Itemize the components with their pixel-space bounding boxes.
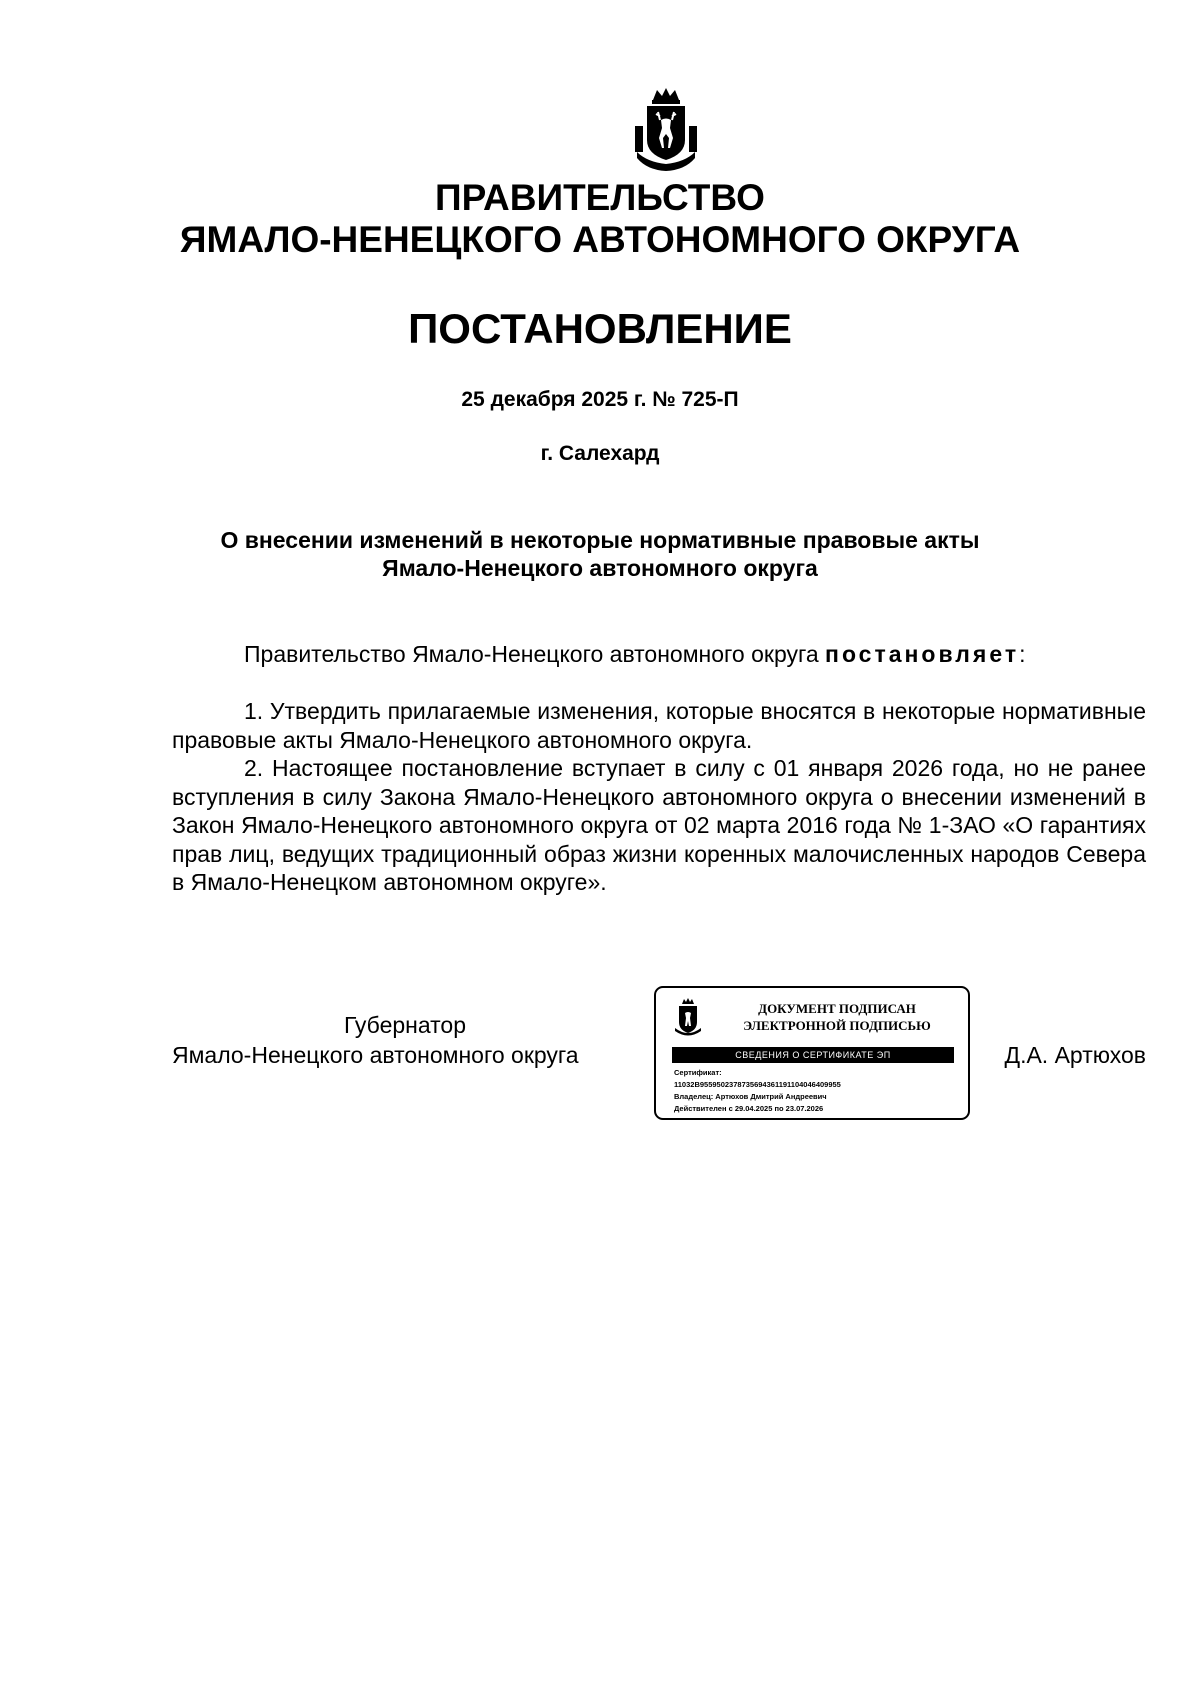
organization-title-line2: ЯМАЛО-НЕНЕЦКОГО АВТОНОМНОГО ОКРУГА (179, 219, 1021, 260)
stamp-title (716, 1000, 958, 1034)
document-type: ПОСТАНОВЛЕНИЕ (408, 305, 792, 352)
certificate-validity: Действителен с 29.04.2025 по 23.07.2026 (674, 1104, 824, 1113)
signer-name: Д.А. Артюхов (1004, 1042, 1146, 1068)
paragraph-1: 1. Утвердить прилагаемые изменения, которые вносятся в некоторые нормативные правовые акты Ямало-Ненецкого автономного округа. (172, 698, 1146, 753)
paragraph-2: 2. Настоящее постановление вступает в силу с 01 января 2026 года, но не ранее вступления в силу Закона Ямало-Ненецкого автономного округа о внесении изменений в Закон Ямало-Ненецкого автономного округа от 02 марта 2016 года № 1-ЗАО «О гарантиях прав лиц, ведущих традиционный образ жизни коренных малочисленных народов Севера в Ямало-Ненецком автономном округе». (172, 755, 1146, 896)
certificate-info-bar: СВЕДЕНИЯ О СЕРТИФИКАТЕ ЭП (672, 1047, 954, 1063)
subject-line1: О внесении изменений в некоторые нормативные правовые акты (220, 527, 980, 553)
subject-line2: Ямало-Ненецкого автономного округа (382, 555, 818, 581)
certificate-owner: Владелец: Артюхов Дмитрий Андреевич (674, 1092, 827, 1101)
preamble-text: Правительство Ямало-Ненецкого автономного округа (244, 641, 826, 667)
city: г. Салехард (540, 442, 660, 465)
certificate-details (674, 1067, 964, 1115)
electronic-signature-stamp (654, 986, 970, 1120)
signatory-position-line1: Губернатор (343, 1012, 467, 1038)
certificate-label: Сертификат: (674, 1068, 722, 1077)
preamble-end: : (1019, 641, 1026, 667)
date-and-number: 25 декабря 2025 г. № 725-П (461, 388, 739, 411)
preamble (244, 640, 1146, 669)
preamble-keyword: постановляет (825, 641, 1020, 667)
stamp-title-line1: ДОКУМЕНТ ПОДПИСАН (758, 1001, 916, 1016)
coat-of-arms-emblem (633, 86, 699, 172)
organization-title-line1: ПРАВИТЕЛЬСТВО (435, 177, 765, 218)
stamp-title-line2: ЭЛЕКТРОННОЙ ПОДПИСЬЮ (743, 1018, 931, 1033)
stamp-emblem-icon (674, 998, 702, 1038)
certificate-number: 11032B9559502378735694361191104046409955 (674, 1080, 841, 1089)
signatory-position-line2: Ямало-Ненецкого автономного округа (172, 1042, 579, 1068)
